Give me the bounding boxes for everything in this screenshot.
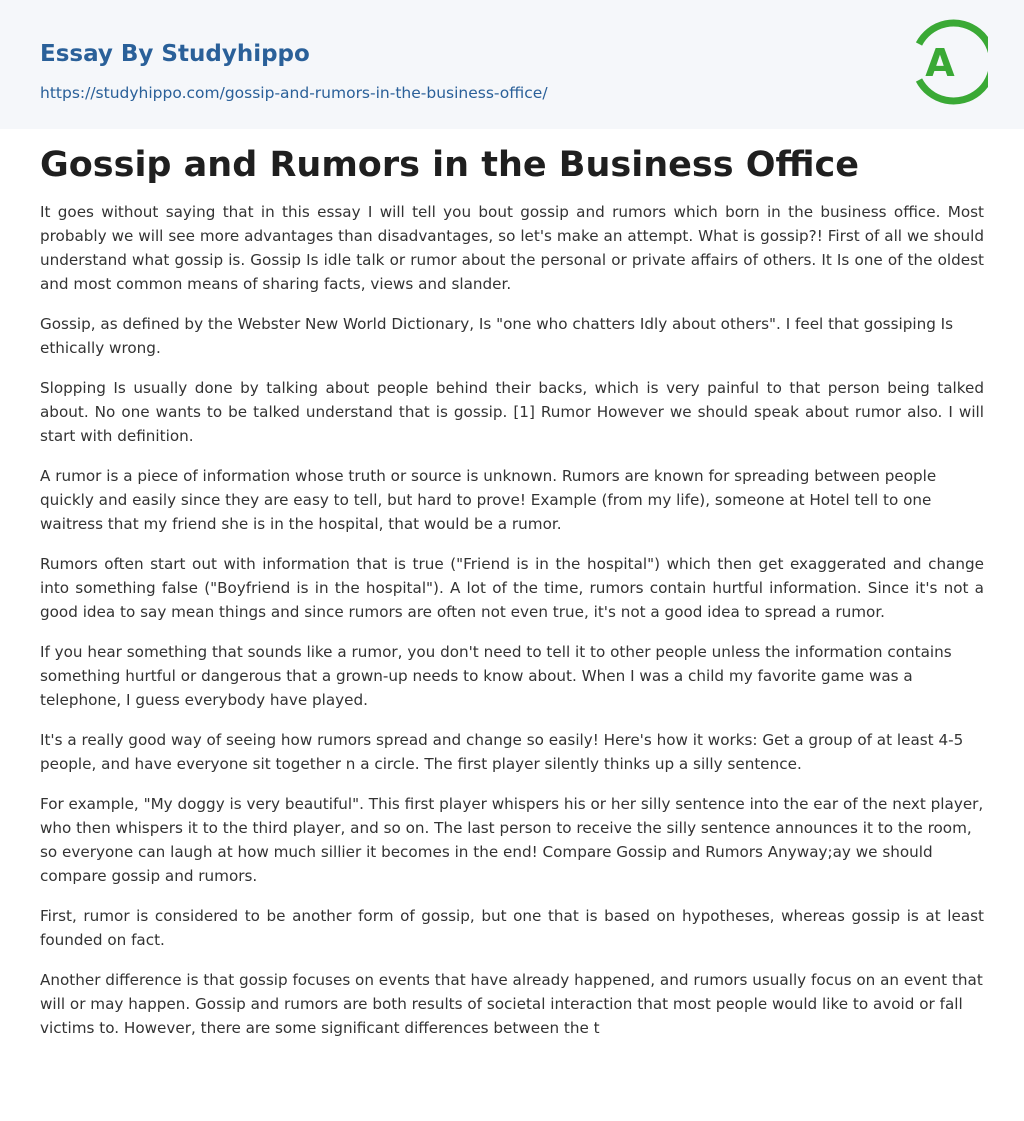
essay-title: Gossip and Rumors in the Business Office [40,145,859,185]
essay-paragraph: Slopping Is usually done by talking about people behind their backs, which is very painful to that person being talked about. No one wants to be talked understand that is gossip. [1] Rumor However we should speak about rumor also. I will start with definition. [40,379,984,445]
essay-paragraph: A rumor is a piece of information whose truth or source is unknown. Rumors are known for spreading between people quickly and easily since they are easy to tell, but hard to prove! Example (from my life), someone at Hotel tell to one waitress that my friend she is in the hospital, that would be a rumor. [40,467,937,533]
source-url-link[interactable]: https://studyhippo.com/gossip-and-rumors-in-the-business-office/ [40,84,548,102]
logo-ring-icon [910,18,988,106]
page-header [0,0,1024,129]
essay-paragraph: It goes without saying that in this essay I will tell you bout gossip and rumors which born in the business office. Most probably we will see more advantages than disadvantages, so let's make an attempt. What is gossip?! First of all we should understand what gossip is. Gossip Is idle talk or rumor about the personal or private affairs of others. It Is one of the oldest and most common means of sharing facts, views and slander. [40,203,984,293]
essay-paragraph: Rumors often start out with information that is true ("Friend is in the hospital") which then get exaggerated and change into something false ("Boyfriend is in the hospital"). A lot of the time, rumors contain hurtful information. Since it's not a good idea to say mean things and since rumors are often not even true, it's not a good idea to spread a rumor. [40,555,984,621]
essay-paragraph: If you hear something that sounds like a rumor, you don't need to tell it to other people unless the information contains something hurtful or dangerous that a grown-up needs to know about. When I was a child my favorite game was a telephone, I guess everybody have played. [40,643,952,709]
logo-letter: A [925,41,955,85]
site-brand: Essay By Studyhippo [40,41,310,67]
essay-paragraph: For example, "My doggy is very beautiful". This first player whispers his or her silly sentence into the ear of the next player, who then whispers it to the third player, and so on. The last person to receive the silly sentence announces it to the room, so everyone can laugh at how much sillier it becomes in the end! Compare Gossip and Rumors Anyway;ay we should compare gossip and rumors. [40,795,984,885]
essay-paragraph: Another difference is that gossip focuses on events that have already happened, and rumors usually focus on an event that will or may happen. Gossip and rumors are both results of societal interaction that most people would like to avoid or fall victims to. However, there are some significant differences between the t [40,971,983,1037]
essay-paragraph: It's a really good way of seeing how rumors spread and change so easily! Here's how it works: Get a group of at least 4-5 people, and have everyone sit together n a circle. The first player silently thinks up a silly sentence. [40,731,964,773]
essay-paragraph: First, rumor is considered to be another form of gossip, but one that is based on hypotheses, whereas gossip is at least founded on fact. [40,907,984,949]
essay-body [40,200,984,1056]
essay-paragraph: Gossip, as defined by the Webster New World Dictionary, Is "one who chatters Idly about others". I feel that gossiping Is ethically wrong. [40,315,954,357]
studyhippo-logo [910,18,988,106]
